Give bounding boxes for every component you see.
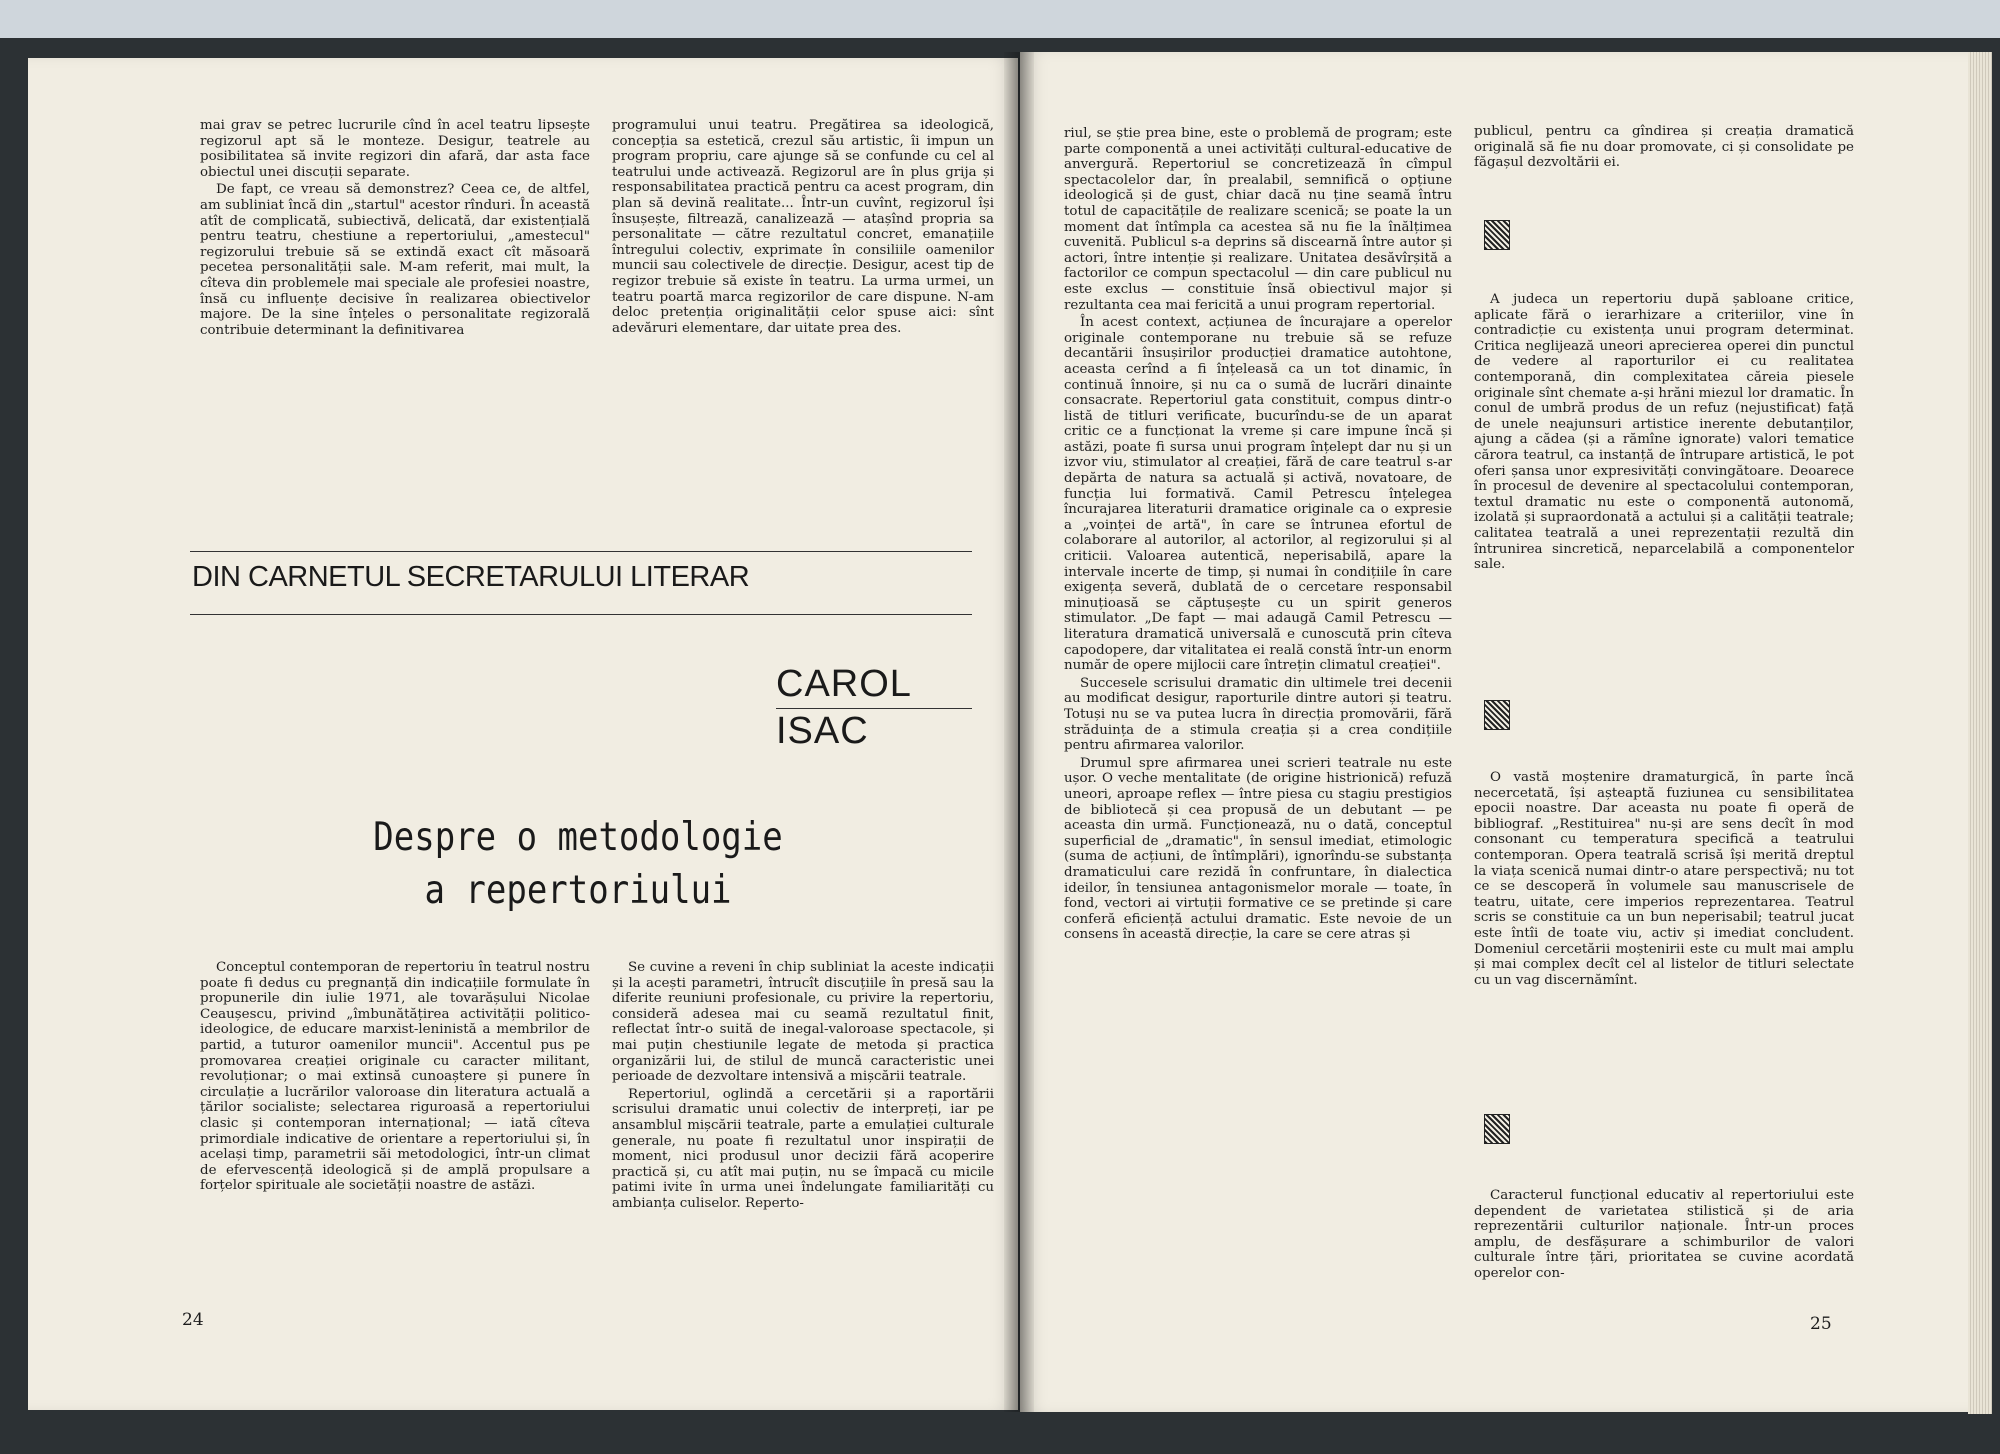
paragraph: Se cuvine a reveni în chip subliniat la aceste indicații și la acești parametri, întrucît discuțiile în presă sau la diferite reuniuni profesionale, cu privire la repertoriu, consideră adesea mai cu seamă rezultatul finit, reflectat într-o suită de inegal-valoroase spectacole, și mai puțin chestiunile legate de metoda și practica organizării lui, de stilul de muncă caracteristic unei perioade de dezvoltare intensivă a mișcării teatrale. [612, 960, 994, 1085]
author-name-last: ISAC [776, 710, 869, 752]
right-page [1020, 52, 1968, 1412]
paragraph: riul, se știe prea bine, este o problemă de program; este parte componentă a unei activități cultural-educative de anvergură. Repertoriul se concretizează în cîmpul spectacolelor dar, în prealabil, semnifică o opțiune ideologică și de gust, chiar dacă nu ține seamă întru totul de capacitățile de realizare scenică; se poate la un moment dat întîmpla ca acestea să nu fie la înălțimea cuvenită. Publicul s-a deprins să discearnă între autor și actori, între intenție și realizare. Unitatea desăvîrșită a factorilor ce compun spectacolul — din care publicul nu este exclus — constituie însă obiectivul major și rezultanta cea mai fericită a unui program repertorial. [1064, 126, 1452, 313]
left-col1-bottom [200, 960, 590, 1196]
section-title: DIN CARNETUL SECRETARULUI LITERAR [192, 561, 750, 593]
left-col1-top [200, 118, 590, 340]
paragraph: publicul, pentru ca gîndirea și creația dramatică originală să fie nu doar promovate, ci și consolidate pe făgașul dezvoltării ei. [1474, 124, 1854, 171]
paragraph: De fapt, ce vreau să demonstrez? Ceea ce, de altfel, am subliniat încă din „startul" acestor rînduri. În această atît de complicată, subiectivă, delicată, dar existențială pentru teatru, chestiune a repertoriului, „amestecul" regizorului trebuie să se extindă exact cît măsoară pecetea personalității sale. M-am referit, mai mult, la cîteva din problemele mai speciale ale profesiei noastre, însă cu influențe decisive în realizarea obiectivelor majore. De la sine înțeles o personalitate regizorală contribuie determinant la definitivarea [200, 182, 590, 338]
paragraph: Succesele scrisului dramatic din ultimele trei decenii au modificat desigur, raporturile dintre autori și teatru. Totuși nu se va putea lucra în direcția promovării, fără străduința de a stimula creația și a crea condițiile pentru afirmarea valorilor. [1064, 675, 1452, 754]
section-rule-top [190, 551, 972, 552]
article-title [348, 811, 808, 917]
paragraph: O vastă moștenire dramaturgică, în parte încă necercetată, își așteaptă fuziunea cu sensibilitatea epocii noastre. Dar aceasta nu poate fi operă de bibliograf. „Restituirea" nu-și are sens decît în mod consonant cu temperatura specifică a teatrului contemporan. Opera teatrală scrisă își merită dreptul la viața scenică numai dintr-o atare perspectivă; nu tot ce se descoperă în volumele sau manuscrisele de teatru, uitate, cere imperios reprezentarea. Teatrul scris se constituie ca un bun neperisabil; teatrul jucat este întîi de toate viu, activ și imediat concludent. Domeniul cercetării moștenirii este cu mult mai amplu și mai complex decît cel al listelor de titluri selectate cu un vag discernămînt. [1474, 770, 1854, 988]
paragraph: Drumul spre afirmarea unei scrieri teatrale nu este ușor. O veche mentalitate (de origine histrionică) refuză uneori, aproape reflex — între piesa cu stagiu prestigios de bibliotecă și cea propusă de un debutant — pe aceasta din urmă. Funcționează, nu o dată, conceptul superficial de „dramatic", în sensul imediat, etimologic (suma de acțiuni, de întîmplări), ignorîndu-se substanța dramaticului care rezidă în confruntare, în dialectica ideilor, în tensiunea antagonismelor morale — toate, în fond, vectori ai virtuții formative ce se pretinde și care conferă eficiență actului dramatic. Este nevoie de un consens în această direcție, la care se cere atras și [1064, 755, 1452, 943]
left-page [28, 58, 1018, 1410]
right-col2-section-b [1474, 770, 1854, 990]
page-number-right: 25 [1810, 1314, 1832, 1334]
section-divider-icon [1484, 220, 1510, 250]
paragraph: Caracterul funcțional educativ al repertoriului este dependent de varietatea stilistică și de aria reprezentării culturilor naționale. Într-un proces amplu, de desfășurare a schimburilor de valori culturale între țări, prioritatea se cuvine acordată operelor con- [1474, 1188, 1854, 1281]
book-spine [1004, 52, 1034, 1412]
paragraph: Repertoriul, oglindă a cercetării și a raportării scrisului dramatic unui colectiv de interpreți, iar pe ansamblul mișcării teatrale, parte a emulației culturale generale, nu poate fi rezultatul unor inspirații de moment, nici produsul unor decizii fără acoperire practică și, cu atît mai puțin, nu se împacă cu micile patimi ivite în urma unei îndelungate familiarități cu ambianța culiselor. Reperto- [612, 1086, 994, 1211]
author-name-first: CAROL [776, 663, 912, 705]
right-col2-section-c [1474, 1188, 1854, 1284]
page-number-left: 24 [182, 1310, 204, 1330]
paragraph: programului unui teatru. Pregătirea sa ideologică, concepția sa estetică, crezul său artistic, îi impun un program propriu, care ajunge să se confunde cu cel al teatrului unde activează. Regizorul are în plus grija și responsabilitatea practică pentru ca acest program, din plan să devină realitate... Într-un cuvînt, regizorul își însușește, filtrează, canalizează — atașînd propria sa personalitate — către rezultatul concret, emanațiile întregului colectiv, exprimate în consiliile oamenilor muncii sau colectivele de direcție. Desigur, acest tip de regizor trebuie să existe în teatru. La urma urmei, un teatru poartă marca regizorilor de care dispune. N-am deloc pretenția originalității celor spuse aici: sînt adevăruri elementare, dar uitate prea des. [612, 118, 994, 336]
right-col2-section-a [1474, 292, 1854, 575]
right-col2-top [1474, 124, 1854, 173]
paragraph: mai grav se petrec lucrurile cînd în acel teatru lipsește regizorul apt să le monteze. Desigur, teatrele au posibilitatea să invite regizori din afară, dar asta face obiectul unei discuții separate. [200, 118, 590, 180]
paragraph: Conceptul contemporan de repertoriu în teatrul nostru poate fi dedus cu pregnanță din indicațiile formulate în propunerile din iulie 1971, ale tovarășului Nicolae Ceaușescu, privind „îmbunătățirea activității politico-ideologice, de educare marxist-leninistă a membrilor de partid, a tuturor oamenilor muncii". Accentul pus pe promovarea creației originale cu caracter militant, revoluționar; o mai extinsă cunoaștere și punere în circulație a lucrărilor valoroase din literatura actuală a țărilor socialiste; selectarea riguroasă a repertoriului clasic și contemporan internațional; — iată cîteva primordiale indicative de orientare a repertoriului și, în același timp, parametrii săi metodologici, într-un climat de efervescență ideologică și de amplă propulsare a forțelor spirituale ale societății noastre de astăzi. [200, 960, 590, 1194]
paragraph: A judeca un repertoriu după șabloane critice, aplicate fără o ierarhizare a criteriilor, vine în contradicție cu existența unui program determinat. Critica neglijează uneori aprecierea operei din punctul de vedere al raporturilor ei cu realitatea contemporană, din complexitatea căreia piesele originale sînt chemate a-și hrăni miezul lor dramatic. În conul de umbră produs de un refuz (nejustificat) față de unele neajunsuri artistice inerente debutanților, ajung a cădea (și a rămîne ignorate) valori tematice cărora teatrul, ca instanță de întrupare artistică, le pot oferi șansa unor expresivități convingătoare. Deoarece în procesul de devenire al spectacolului contemporan, textul dramatic nu este o componentă autonomă, izolată și supraordonată a actului și a calității teatrale; calitatea teatrală a unei reprezentații rezultă din întrunirea sincretică, neparcelabilă a componentelor sale. [1474, 292, 1854, 573]
page-edges [1968, 52, 1992, 1414]
section-divider-icon [1484, 700, 1510, 730]
author-rule [776, 708, 972, 709]
section-rule-bottom [190, 614, 972, 615]
section-divider-icon [1484, 1114, 1510, 1144]
right-col1 [1064, 126, 1452, 945]
article-title-line: Despre o metodologie [373, 814, 783, 861]
left-col2-top [612, 118, 994, 338]
left-col2-bottom [612, 960, 994, 1214]
paragraph: În acest context, acțiunea de încurajare a operelor originale contemporane nu trebuie să se refuze decantării însușirilor producției dramatice autohtone, aceasta cerînd a fi înțeleasă ca un tot dinamic, în continuă înnoire, și nu ca o sumă de lucrări dinainte consacrate. Repertoriul gata constituit, compus dintr-o listă de titluri verificate, bucurîndu-se de un aparat critic ce a funcționat la vreme și care impune încă și astăzi, poate fi sursa unui program înțelept dar nu și un izvor viu, stimulator al creației, fără de care teatrul s-ar depărta de natura sa actuală și activă, novatoare, de funcția lui formativă. Camil Petrescu înțelegea încurajarea literaturii dramatice originale ca o expresie a „voinței de artă", în care se întrunea efortul de colaborare al autorilor, al actorilor, al regizorului și al criticii. Valoarea autentică, neperisabilă, apare la intervale incerte de timp, și numai în condițiile în care exigența severă, dublată de o cercetare responsabil minuțioasă se căptușește cu un spirit generos stimulator. „De fapt — mai adaugă Camil Petrescu — literatura dramatică universală e cunoscută prin cîteva capodopere, dar vitalitatea ei reală constă într-un enorm număr de opere mijlocii care întrețin climatul creației". [1064, 315, 1452, 674]
article-title-line: a repertoriului [424, 867, 732, 914]
